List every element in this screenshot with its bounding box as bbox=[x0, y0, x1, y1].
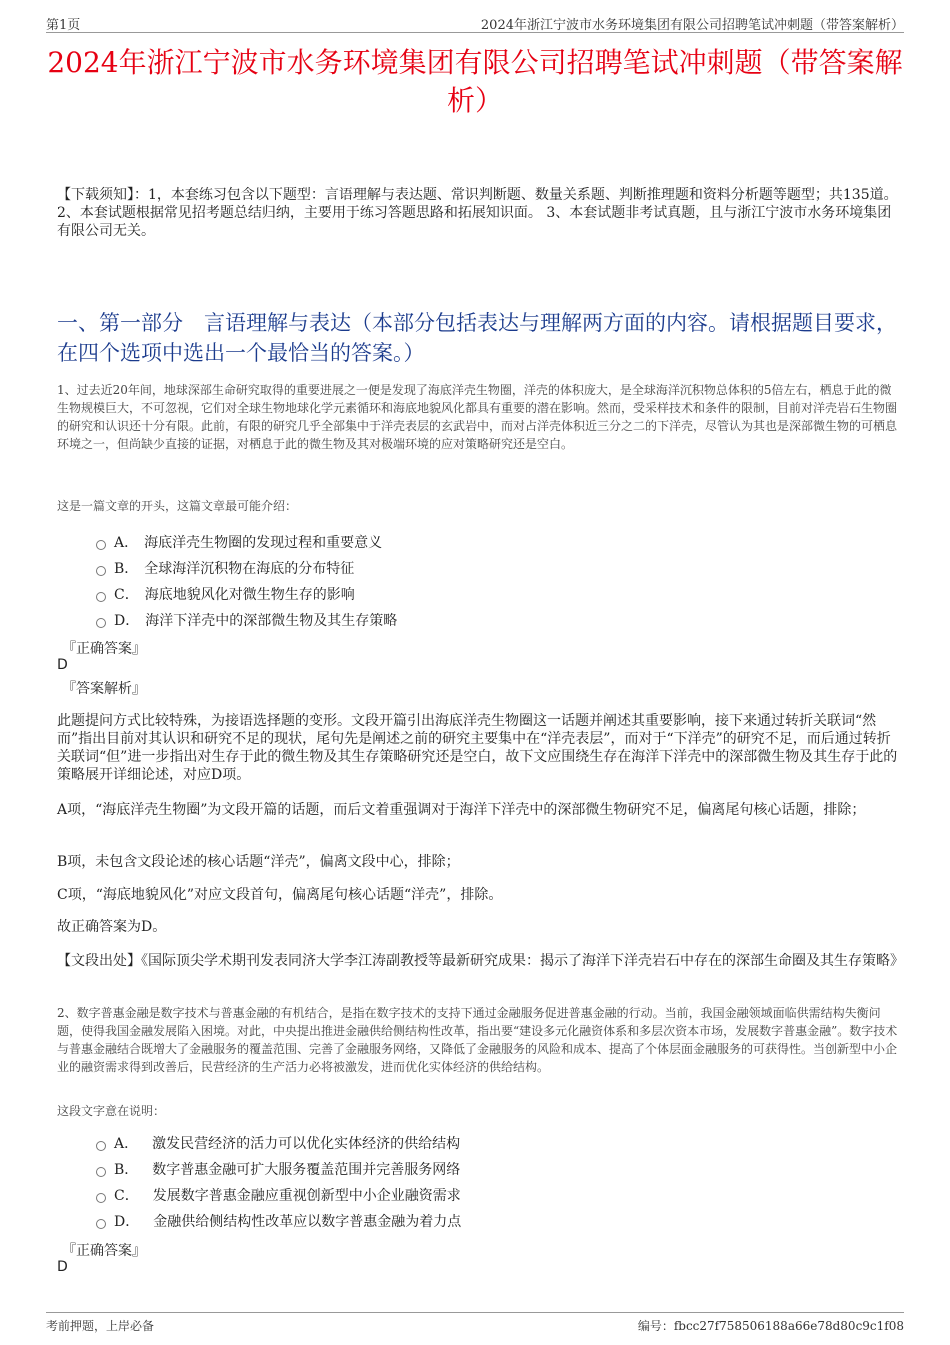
document-title: 2024年浙江宁波市水务环境集团有限公司招聘笔试冲刺题（带答案解析） bbox=[47, 46, 903, 117]
answer-value: D bbox=[57, 1259, 68, 1275]
option-a[interactable]: A． 激发民营经济的活力可以优化实体经济的供给结构 bbox=[96, 1130, 461, 1156]
analysis-option-a: A项，“海底洋壳生物圈”为文段开篇的话题，而后文着重强调对于海洋下洋壳中的深部微生物研究不足，偏离尾句核心话题，排除； bbox=[57, 802, 866, 818]
radio-icon[interactable] bbox=[96, 566, 106, 576]
radio-icon[interactable] bbox=[96, 1167, 106, 1177]
download-notice: 【下载须知】：1，本套练习包含以下题型：言语理解与表达题、常识判断题、数量关系题、判断推理题和资料分析题等题型；共135道。 2、本套试题根据常见招考题总结归纳，主要用于练习答题思路和拓展知识面。 3、本套试题非考试真题，且与浙江宁波市水务环境集团有限公司无关。 bbox=[57, 187, 898, 239]
option-c[interactable]: C． 发展数字普惠金融应重视创新型中小企业融资需求 bbox=[96, 1182, 461, 1208]
radio-icon[interactable] bbox=[96, 618, 106, 628]
option-a[interactable]: A． 海底洋壳生物圈的发现过程和重要意义 bbox=[96, 529, 397, 555]
footer-serial: 编号：fbcc27f758506188a66e78d80c9c1f08 bbox=[637, 1319, 904, 1333]
radio-icon[interactable] bbox=[96, 540, 106, 550]
page-header bbox=[46, 12, 904, 33]
analysis-conclusion: 故正确答案为D。 bbox=[57, 919, 167, 935]
option-d[interactable]: D． 金融供给侧结构性改革应以数字普惠金融为着力点 bbox=[96, 1208, 461, 1234]
analysis-label: 『答案解析』 bbox=[62, 681, 146, 697]
option-b[interactable]: B． 数字普惠金融可扩大服务覆盖范围并完善服务网络 bbox=[96, 1156, 461, 1182]
page-number: 第1页 bbox=[46, 18, 81, 33]
page-footer bbox=[46, 1312, 904, 1335]
question-1-options bbox=[96, 529, 397, 633]
answer-value: D bbox=[57, 657, 68, 673]
header-doc-title: 2024年浙江宁波市水务环境集团有限公司招聘笔试冲刺题（带答案解析） bbox=[480, 18, 904, 33]
answer-label: 『正确答案』 bbox=[62, 641, 146, 657]
radio-icon[interactable] bbox=[96, 1193, 106, 1203]
radio-icon[interactable] bbox=[96, 1219, 106, 1229]
answer-label: 『正确答案』 bbox=[62, 1243, 146, 1259]
question-2-options bbox=[96, 1130, 461, 1234]
radio-icon[interactable] bbox=[96, 1141, 106, 1151]
question-2-text: 2、数字普惠金融是数字技术与普惠金融的有机结合，是指在数字技术的支持下通过金融服务促进普惠金融的行动。当前，我国金融领域面临供需结构失衡问题，使得我国金融发展陷入困境。对此，中央提出推进金融供给侧结构性改革，指出要“建设多元化融资体系和多层次资本市场，发展数字普惠金融”。数字技术与普惠金融结合既增大了金融服务的覆盖范围、完善了金融服务网络，又降低了金融服务的风险和成本、提高了个体层面金融服务的可获得性。当创新型中小企业的融资需求得到改善后，民营经济的生产活力必将被激发，进而优化实体经济的供给结构。 bbox=[57, 1006, 898, 1074]
question-2-prompt: 这段文字意在说明： bbox=[57, 1104, 166, 1118]
analysis-paragraph: 此题提问方式比较特殊，为接语选择题的变形。文段开篇引出海底洋壳生物圈这一话题并阐述其重要影响，接下来通过转折关联词“然而”指出目前对其认识和研究不足的现状，尾句先是阐述之前的研究主要集中在“洋壳表层”，而对于“下洋壳”的研究不足，而后通过转折关联词“但”进一步指出对生存于此的微生物及其生存策略研究还是空白，故下文应围绕生存在海洋下洋壳中的深部微生物及其生存于此的策略展开详细论述，对应D项。 bbox=[57, 713, 898, 783]
radio-icon[interactable] bbox=[96, 592, 106, 602]
analysis-source: 【文段出处】《国际顶尖学术期刊发表同济大学李江涛副教授等最新研究成果：揭示了海洋下洋壳岩石中存在的深部生命圈及其生存策略》 bbox=[57, 953, 904, 969]
footer-slogan: 考前押题，上岸必备 bbox=[46, 1319, 155, 1333]
analysis-option-b: B项，未包含文段论述的核心话题“洋壳”，偏离文段中心，排除； bbox=[57, 854, 460, 870]
question-1-text: 1、过去近20年间，地球深部生命研究取得的重要进展之一便是发现了海底洋壳生物圈，洋壳的体积庞大，是全球海洋沉积物总体积的5倍左右，栖息于此的微生物规模巨大，不可忽视，它们对全球生物地球化学元素循环和海底地貌风化都具有重要的潜在影响。然而，受采样技术和条件的限制，目前对洋壳岩石生物圈的研究和认识还十分有限。此前，有限的研究几乎全部集中于洋壳表层的玄武岩中，而对占洋壳体积近三分之二的下洋壳，尽管认为其也是深部微生物的可栖息环境之一，但尚缺少直接的证据，对栖息于此的微生物及其对极端环境的应对策略研究还是空白。 bbox=[57, 383, 898, 451]
option-c[interactable]: C． 海底地貌风化对微生物生存的影响 bbox=[96, 581, 397, 607]
option-d[interactable]: D． 海洋下洋壳中的深部微生物及其生存策略 bbox=[96, 607, 397, 633]
section-heading: 一、第一部分 言语理解与表达（本部分包括表达与理解两方面的内容。请根据题目要求，在四个选项中选出一个最恰当的答案。） bbox=[57, 311, 897, 365]
analysis-option-c: C项，“海底地貌风化”对应文段首句，偏离尾句核心话题“洋壳”，排除。 bbox=[57, 887, 503, 903]
option-b[interactable]: B． 全球海洋沉积物在海底的分布特征 bbox=[96, 555, 397, 581]
question-1-prompt: 这是一篇文章的开头，这篇文章最可能介绍： bbox=[57, 499, 298, 513]
